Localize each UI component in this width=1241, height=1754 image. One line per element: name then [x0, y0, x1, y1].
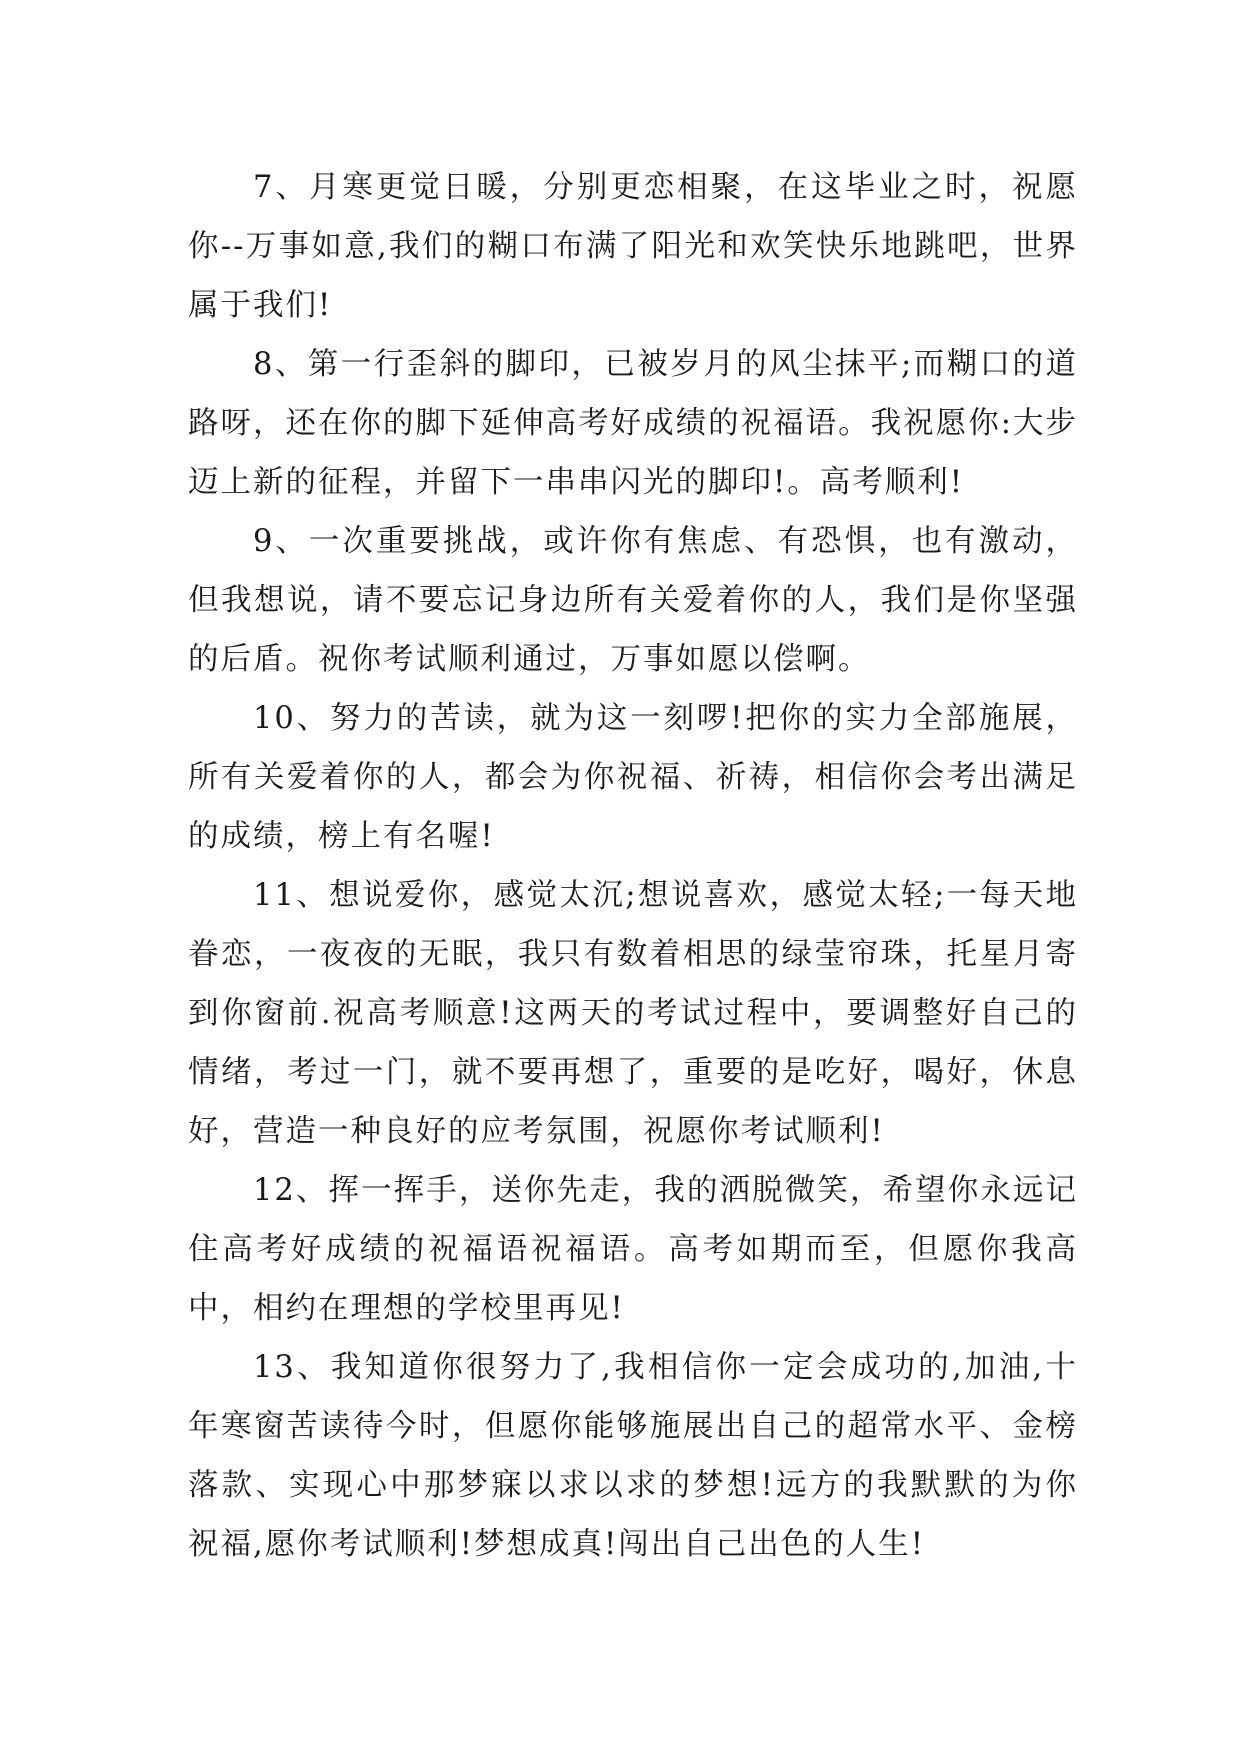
paragraph-12: 12、挥一挥手，送你先走，我的洒脱微笑，希望你永远记住高考好成绩的祝福语祝福语。高考如期而至，但愿你我高中，相约在理想的学校里再见! [188, 1173, 1078, 1326]
paragraph-11: 11、想说爱你，感觉太沉;想说喜欢，感觉太轻;一每天地眷恋，一夜夜的无眠，我只有数着相思的绿莹帘珠，托星月寄到你窗前.祝高考顺意!这两天的考试过程中，要调整好自己的情绪，考过一门，就不要再想了，重要的是吃好，喝好，休息好，营造一种良好的应考氛围，祝愿你考试顺利! [188, 878, 1078, 1149]
paragraph-8: 8、第一行歪斜的脚印，已被岁月的风尘抹平;而糊口的道路呀，还在你的脚下延伸高考好成绩的祝福语。我祝愿你:大步迈上新的征程，并留下一串串闪光的脚印!。高考顺利! [188, 347, 1078, 500]
paragraph-10: 10、努力的苦读，就为这一刻啰!把你的实力全部施展，所有关爱着你的人，都会为你祝福、祈祷，相信你会考出满足的成绩，榜上有名喔! [188, 701, 1078, 854]
paragraph-13: 13、我知道你很努力了,我相信你一定会成功的,加油,十年寒窗苦读待今时，但愿你能够施展出自己的超常水平、金榜落款、实现心中那梦寐以求以求的梦想!远方的我默默的为你祝福,愿你考试顺利!梦想成真!闯出自己出色的人生! [188, 1350, 1078, 1562]
paragraph-9: 9、一次重要挑战，或许你有焦虑、有恐惧，也有激动，但我想说，请不要忘记身边所有关爱着你的人，我们是你坚强的后盾。祝你考试顺利通过，万事如愿以偿啊。 [188, 524, 1078, 677]
paragraph-7: 7、月寒更觉日暖，分别更恋相聚，在这毕业之时，祝愿你--万事如意,我们的糊口布满了阳光和欢笑快乐地跳吧，世界属于我们! [188, 170, 1078, 323]
document-body [188, 158, 1078, 1574]
